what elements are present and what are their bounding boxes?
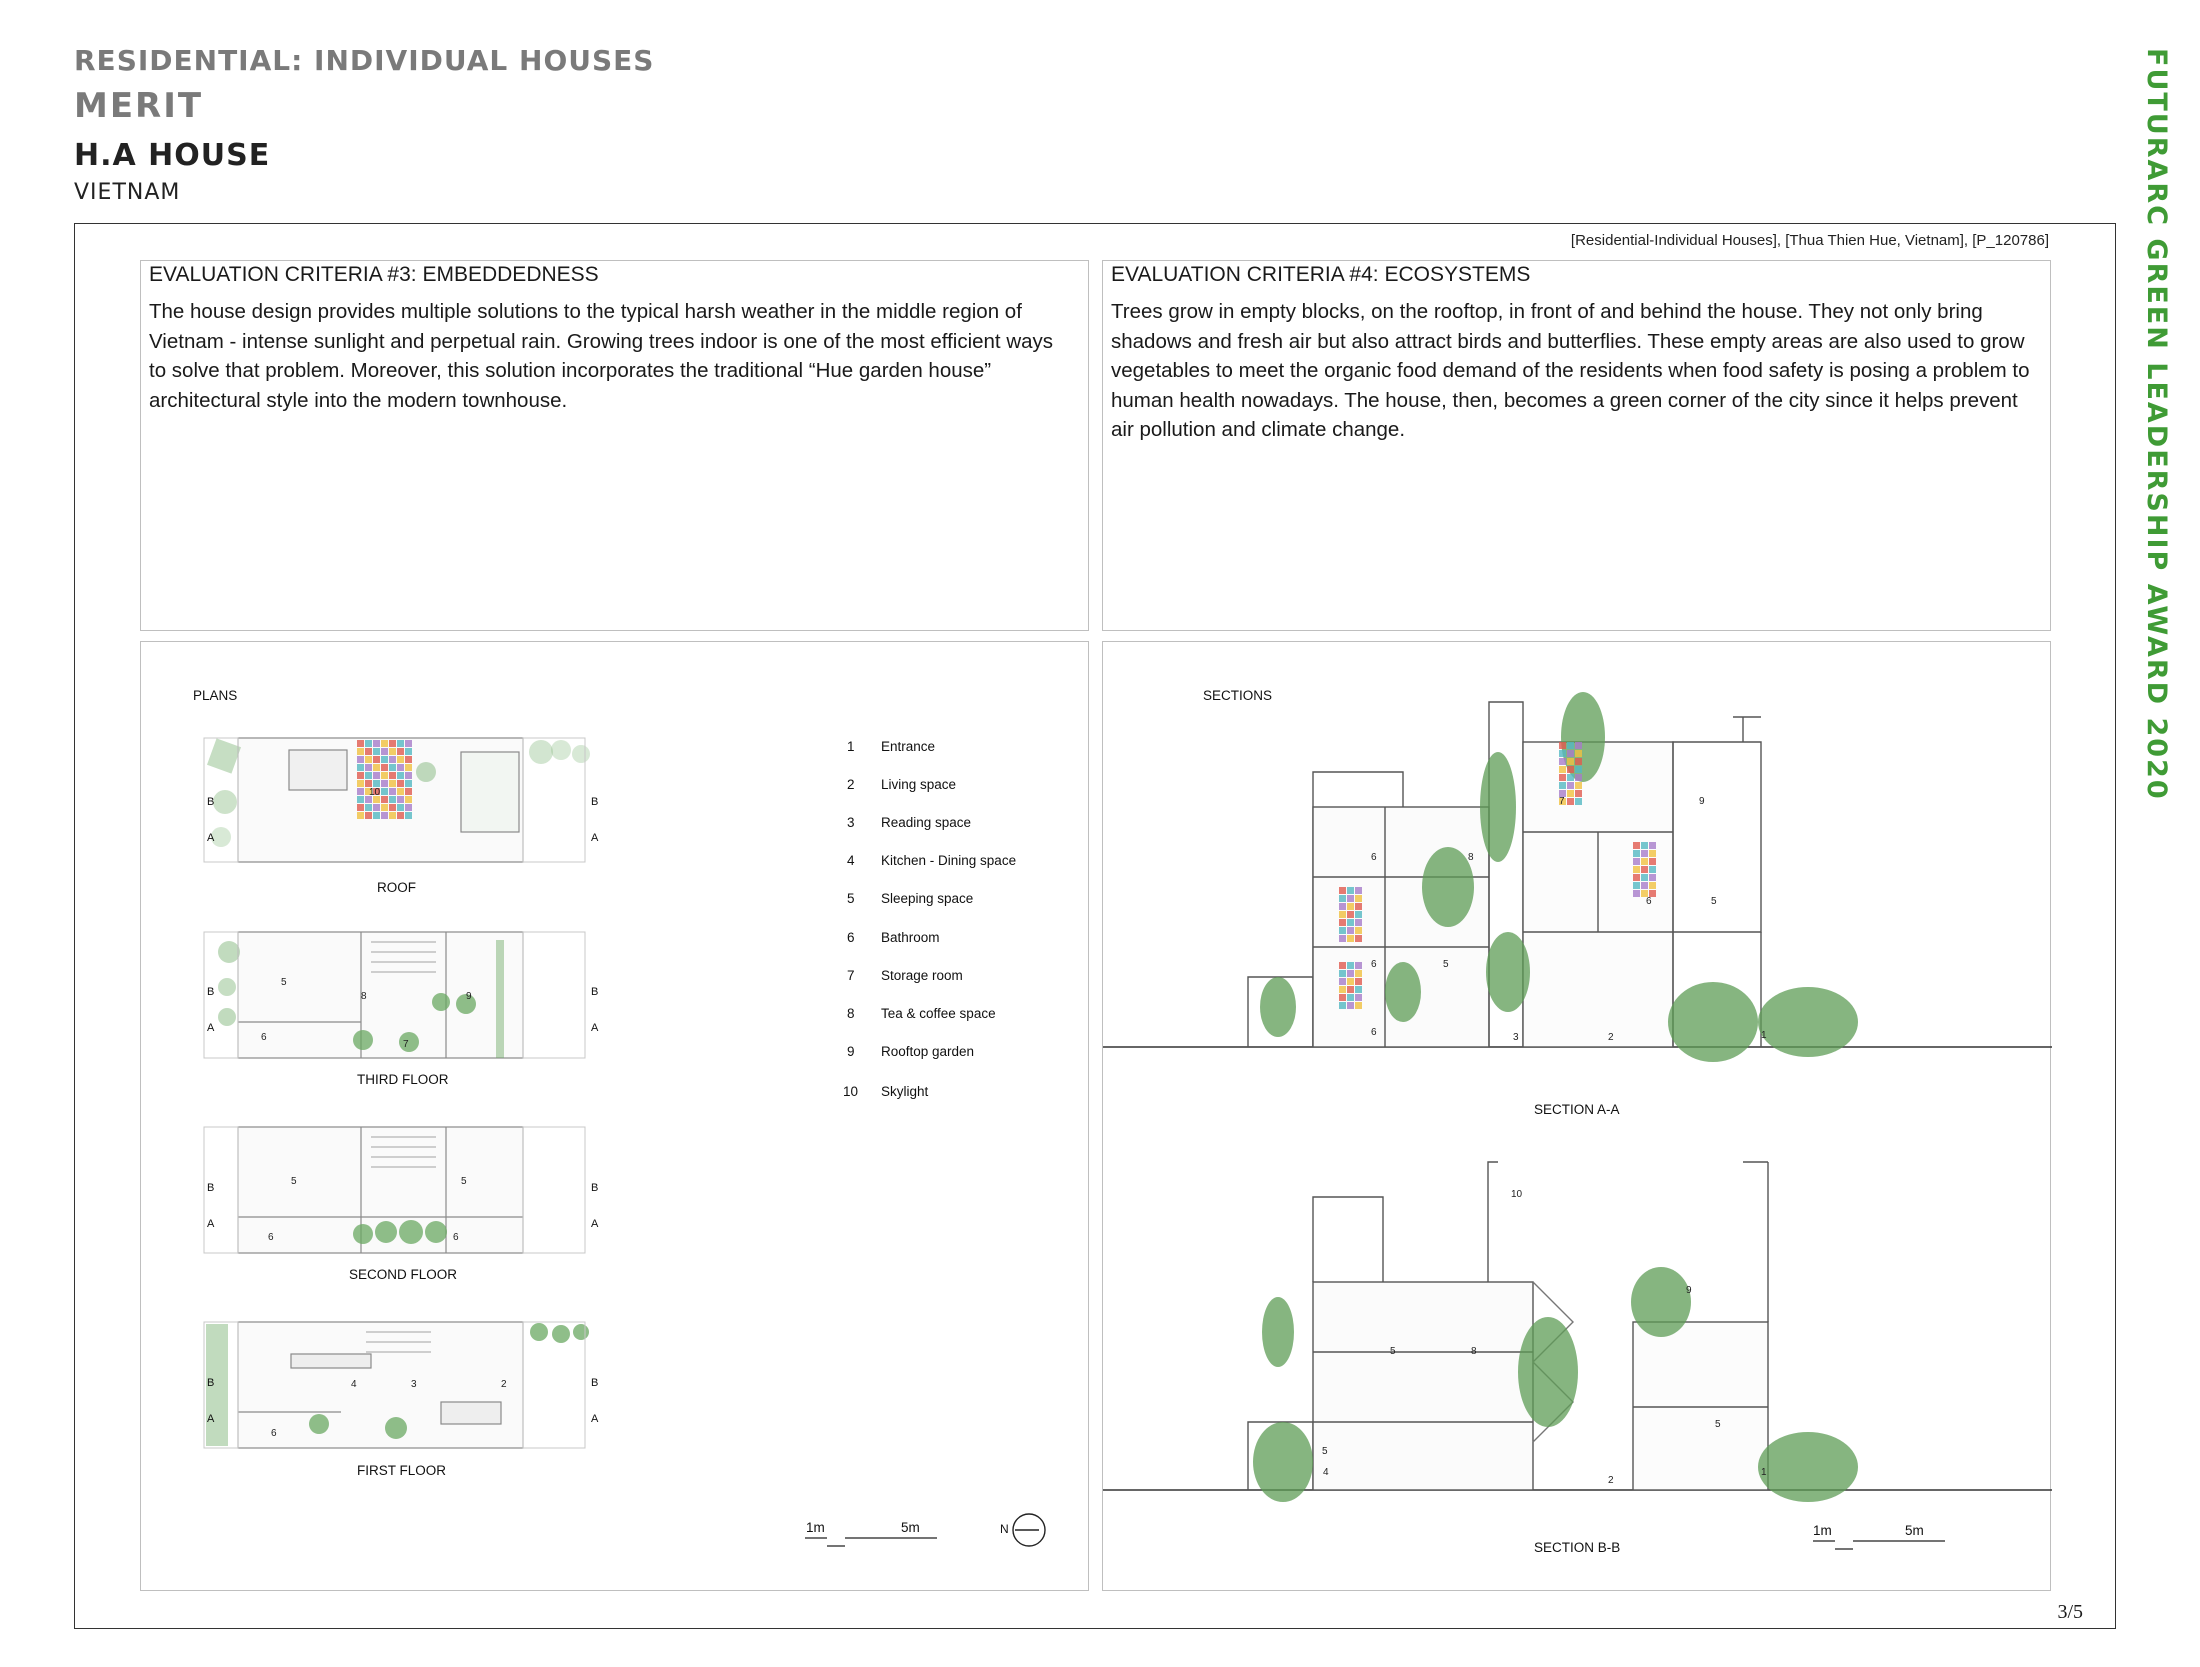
svg-text:4: 4 [351,1379,357,1390]
north-arrow-icon [1009,1510,1049,1550]
country-label: VIETNAM [74,180,181,205]
sections-panel [1102,641,2051,1591]
section-mark-a: A [591,1218,599,1230]
svg-text:5: 5 [1322,1446,1328,1457]
section-mark-a: A [207,1413,215,1425]
svg-text:6: 6 [271,1428,277,1439]
legend-num: 2 [847,777,855,792]
svg-text:2: 2 [1608,1475,1614,1486]
svg-text:6: 6 [1371,852,1377,863]
svg-text:6: 6 [1371,1027,1377,1038]
svg-text:9: 9 [466,991,472,1002]
legend-label: Skylight [881,1084,929,1099]
svg-text:6: 6 [453,1232,459,1243]
svg-text:10: 10 [369,787,381,798]
category-heading: RESIDENTIAL: INDIVIDUAL HOUSES [74,44,655,77]
legend-num: 6 [847,930,855,945]
legend-num: 4 [847,853,855,868]
legend-label: Reading space [881,815,972,830]
criteria-4-body: Trees grow in empty blocks, on the rooftop, in front of and behind the house. They not only bring shadows and fresh air but also attract birds and butterflies. These empty areas are also used to grow vegetables to meet the organic food demand of the residents when food safety is posing a problem to human health nowadays. The house, then, becomes a green corner of the city since it helps prevent air pollution and climate change. [1111,300,2030,441]
north-label: N [1000,1522,1009,1536]
scale-5m-label: 5m [1905,1523,1924,1538]
scale-bar [801,1532,1001,1572]
section-mark-a: A [591,832,599,844]
legend-label: Kitchen - Dining space [881,853,1017,868]
legend-label: Entrance [881,739,936,754]
svg-text:8: 8 [1471,1346,1477,1357]
svg-text:8: 8 [361,991,367,1002]
section-mark-b: B [207,986,215,998]
section-mark-a: A [207,832,215,844]
sections-title: SECTIONS [1203,688,1273,703]
svg-text:8: 8 [1468,852,1474,863]
reference-tag: [Residential-Individual Houses], [Thua Thien Hue, Vietnam], [P_120786] [1570,232,2049,249]
svg-text:5: 5 [461,1176,467,1187]
rank-heading: MERIT [74,86,204,126]
svg-text:9: 9 [1686,1285,1692,1296]
svg-text:5: 5 [1443,959,1449,970]
svg-text:5: 5 [281,977,287,988]
legend-label: Living space [881,777,957,792]
criteria-3-body: The house design provides multiple solutions to the typical harsh weather in the middle region of Vietnam - intense sunlight and perpetual rain. Growing trees indoor is one of the most efficient ways to solve that problem. Moreover, this solution incorporates the traditional “Hue garden house” architectural style into the modern townhouse. [149,300,1054,412]
section-mark-b: B [591,796,599,808]
svg-text:3: 3 [411,1379,417,1390]
legend-label: Tea & coffee space [881,1006,996,1021]
legend-num: 9 [847,1044,855,1059]
svg-text:6: 6 [1646,896,1652,907]
scale-bar [1809,1535,2009,1565]
section-mark-b: B [207,796,215,808]
svg-text:1: 1 [1761,1030,1767,1041]
svg-text:7: 7 [403,1039,409,1050]
criteria-3-box [140,260,1089,631]
section-mark-b: B [207,1182,215,1194]
floor-label-third: THIRD FLOOR [357,1072,449,1087]
section-mark-a: A [207,1022,215,1034]
sections-drawing [1103,642,2052,1592]
plans-panel [140,641,1089,1591]
board-frame [74,223,2116,1629]
svg-text:5: 5 [1715,1419,1721,1430]
svg-text:7: 7 [1559,796,1565,807]
scale-1m-label: 1m [806,1520,825,1535]
section-mark-a: A [591,1413,599,1425]
legend-label: Storage room [881,968,963,983]
criteria-3-title: EVALUATION CRITERIA #3: EMBEDDEDNESS [149,263,599,286]
svg-text:6: 6 [268,1232,274,1243]
project-title: H.A HOUSE [74,138,271,173]
legend-num: 5 [847,891,855,906]
svg-text:2: 2 [1608,1032,1614,1043]
legend-num: 1 [847,739,855,754]
section-b-label: SECTION B-B [1534,1540,1621,1555]
section-mark-b: B [591,1182,599,1194]
criteria-4-title: EVALUATION CRITERIA #4: ECOSYSTEMS [1111,263,1531,286]
svg-text:2: 2 [501,1379,507,1390]
scale-5m-label: 5m [901,1520,920,1535]
floor-label-roof: ROOF [377,880,416,895]
svg-text:1: 1 [1761,1467,1767,1478]
legend-num: 10 [843,1084,859,1099]
legend-label: Sleeping space [881,891,974,906]
legend-label: Bathroom [881,930,940,945]
award-title-text: FUTURARC GREEN LEADERSHIP AWARD 2020 [2141,48,2172,801]
svg-text:5: 5 [1711,896,1717,907]
scale-1m-label: 1m [1813,1523,1832,1538]
criteria-4-box [1102,260,2051,631]
svg-text:6: 6 [261,1032,267,1043]
svg-text:5: 5 [291,1176,297,1187]
section-mark-a: A [591,1022,599,1034]
page-number: 3/5 [2057,1601,2083,1623]
section-mark-b: B [207,1377,215,1389]
legend-label: Rooftop garden [881,1044,975,1059]
floor-label-second: SECOND FLOOR [349,1267,458,1282]
legend-num: 7 [847,968,855,983]
svg-text:5: 5 [1390,1346,1396,1357]
legend-num: 8 [847,1006,855,1021]
section-mark-a: A [207,1218,215,1230]
section-b-lines [1103,1162,2052,1490]
svg-text:3: 3 [1513,1032,1519,1043]
legend-num: 3 [847,815,855,830]
award-title-vertical [2132,48,2182,898]
svg-text:9: 9 [1699,796,1705,807]
floor-label-first: FIRST FLOOR [357,1463,447,1478]
svg-text:4: 4 [1323,1467,1329,1478]
plans-title: PLANS [193,688,238,703]
section-mark-b: B [591,986,599,998]
svg-text:10: 10 [1511,1189,1523,1200]
svg-text:6: 6 [1371,959,1377,970]
section-mark-b: B [591,1377,599,1389]
section-a-label: SECTION A-A [1534,1102,1620,1117]
